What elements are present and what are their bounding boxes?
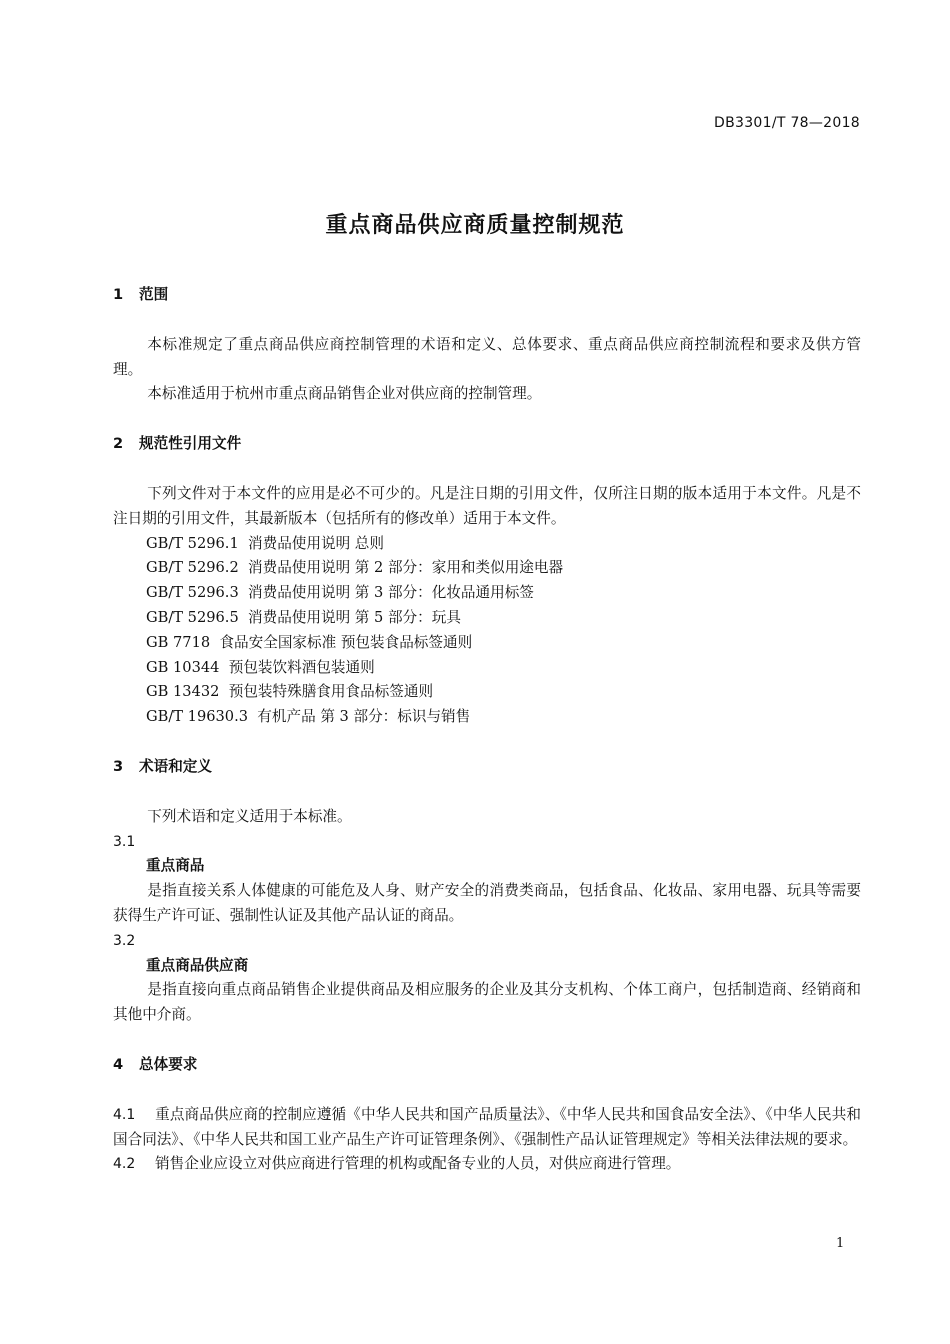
section-heading-references: [113, 432, 861, 457]
references-intro: 下列文件对于本文件的应用是必不可少的。凡是注日期的引用文件，仅所注日期的版本适用于本文件。凡是不注日期的引用文件，其最新版本（包括所有的修改单）适用于本文件。: [113, 484, 861, 527]
section-heading-general: [113, 1053, 861, 1078]
term-name: 重点商品供应商: [146, 956, 249, 974]
section-heading-scope: [113, 283, 861, 308]
clause-number: 3.1: [113, 833, 136, 850]
scope-paragraph: 本标准适用于杭州市重点商品销售企业对供应商的控制管理。: [147, 385, 542, 403]
document-title: 重点商品供应商质量控制规范: [325, 213, 625, 238]
reference-item: GB 7718 食品安全国家标准 预包装食品标签通则: [146, 633, 473, 651]
section-title: 总体要求: [139, 1055, 198, 1073]
page-number: 1: [836, 1236, 845, 1251]
requirement-item: [113, 1152, 861, 1177]
clause-number: 3.2: [113, 932, 136, 949]
section-heading-terms: [113, 755, 861, 780]
requirement-item: [113, 1103, 861, 1153]
section-title: 范围: [139, 286, 169, 303]
section-number: 1: [113, 286, 124, 303]
reference-item: GB/T 5296.3 消费品使用说明 第 3 部分：化妆品通用标签: [146, 584, 534, 602]
section-number: 2: [113, 435, 124, 453]
item-text: 销售企业应设立对供应商进行管理的机构或配备专业的人员，对供应商进行管理。: [155, 1155, 681, 1173]
reference-item: GB 10344 预包装饮料酒包装通则: [146, 658, 375, 676]
scope-paragraph: 本标准规定了重点商品供应商控制管理的术语和定义、总体要求、重点商品供应商控制流程和要求及供方管理。: [113, 335, 861, 378]
document-body: [113, 283, 861, 1177]
reference-item: GB/T 19630.3 有机产品 第 3 部分：标识与销售: [146, 708, 471, 726]
standard-code: DB3301/T 78—2018: [714, 115, 860, 131]
item-number: 4.2: [113, 1156, 136, 1173]
reference-item: GB/T 5296.2 消费品使用说明 第 2 部分：家用和类似用途电器: [146, 559, 564, 577]
section-title: 术语和定义: [139, 757, 212, 775]
term-definition: 是指直接关系人体健康的可能危及人身、财产安全的消费类商品，包括食品、化妆品、家用电器、玩具等需要获得生产许可证、强制性认证及其他产品认证的商品。: [113, 882, 861, 924]
item-number: 4.1: [113, 1106, 136, 1123]
reference-item: GB/T 5296.1 消费品使用说明 总则: [146, 534, 384, 552]
reference-item: GB/T 5296.5 消费品使用说明 第 5 部分：玩具: [146, 608, 461, 626]
section-number: 3: [113, 757, 124, 775]
section-number: 4: [113, 1055, 124, 1073]
item-text: 重点商品供应商的控制应遵循《中华人民共和国产品质量法》、《中华人民共和国食品安全法》、《中华人民共和国合同法》、《中华人民共和国工业产品生产许可证管理条例》、《强制性产品认证管理规定》等相关法律法规的要求。: [113, 1105, 861, 1148]
term-definition: 是指直接向重点商品销售企业提供商品及相应服务的企业及其分支机构、个体工商户，包括制造商、经销商和其他中介商。: [113, 981, 861, 1024]
term-name: 重点商品: [146, 857, 205, 875]
section-title: 规范性引用文件: [139, 435, 242, 453]
terms-intro: 下列术语和定义适用于本标准。: [147, 807, 352, 825]
reference-item: GB 13432 预包装特殊膳食用食品标签通则: [146, 683, 434, 701]
